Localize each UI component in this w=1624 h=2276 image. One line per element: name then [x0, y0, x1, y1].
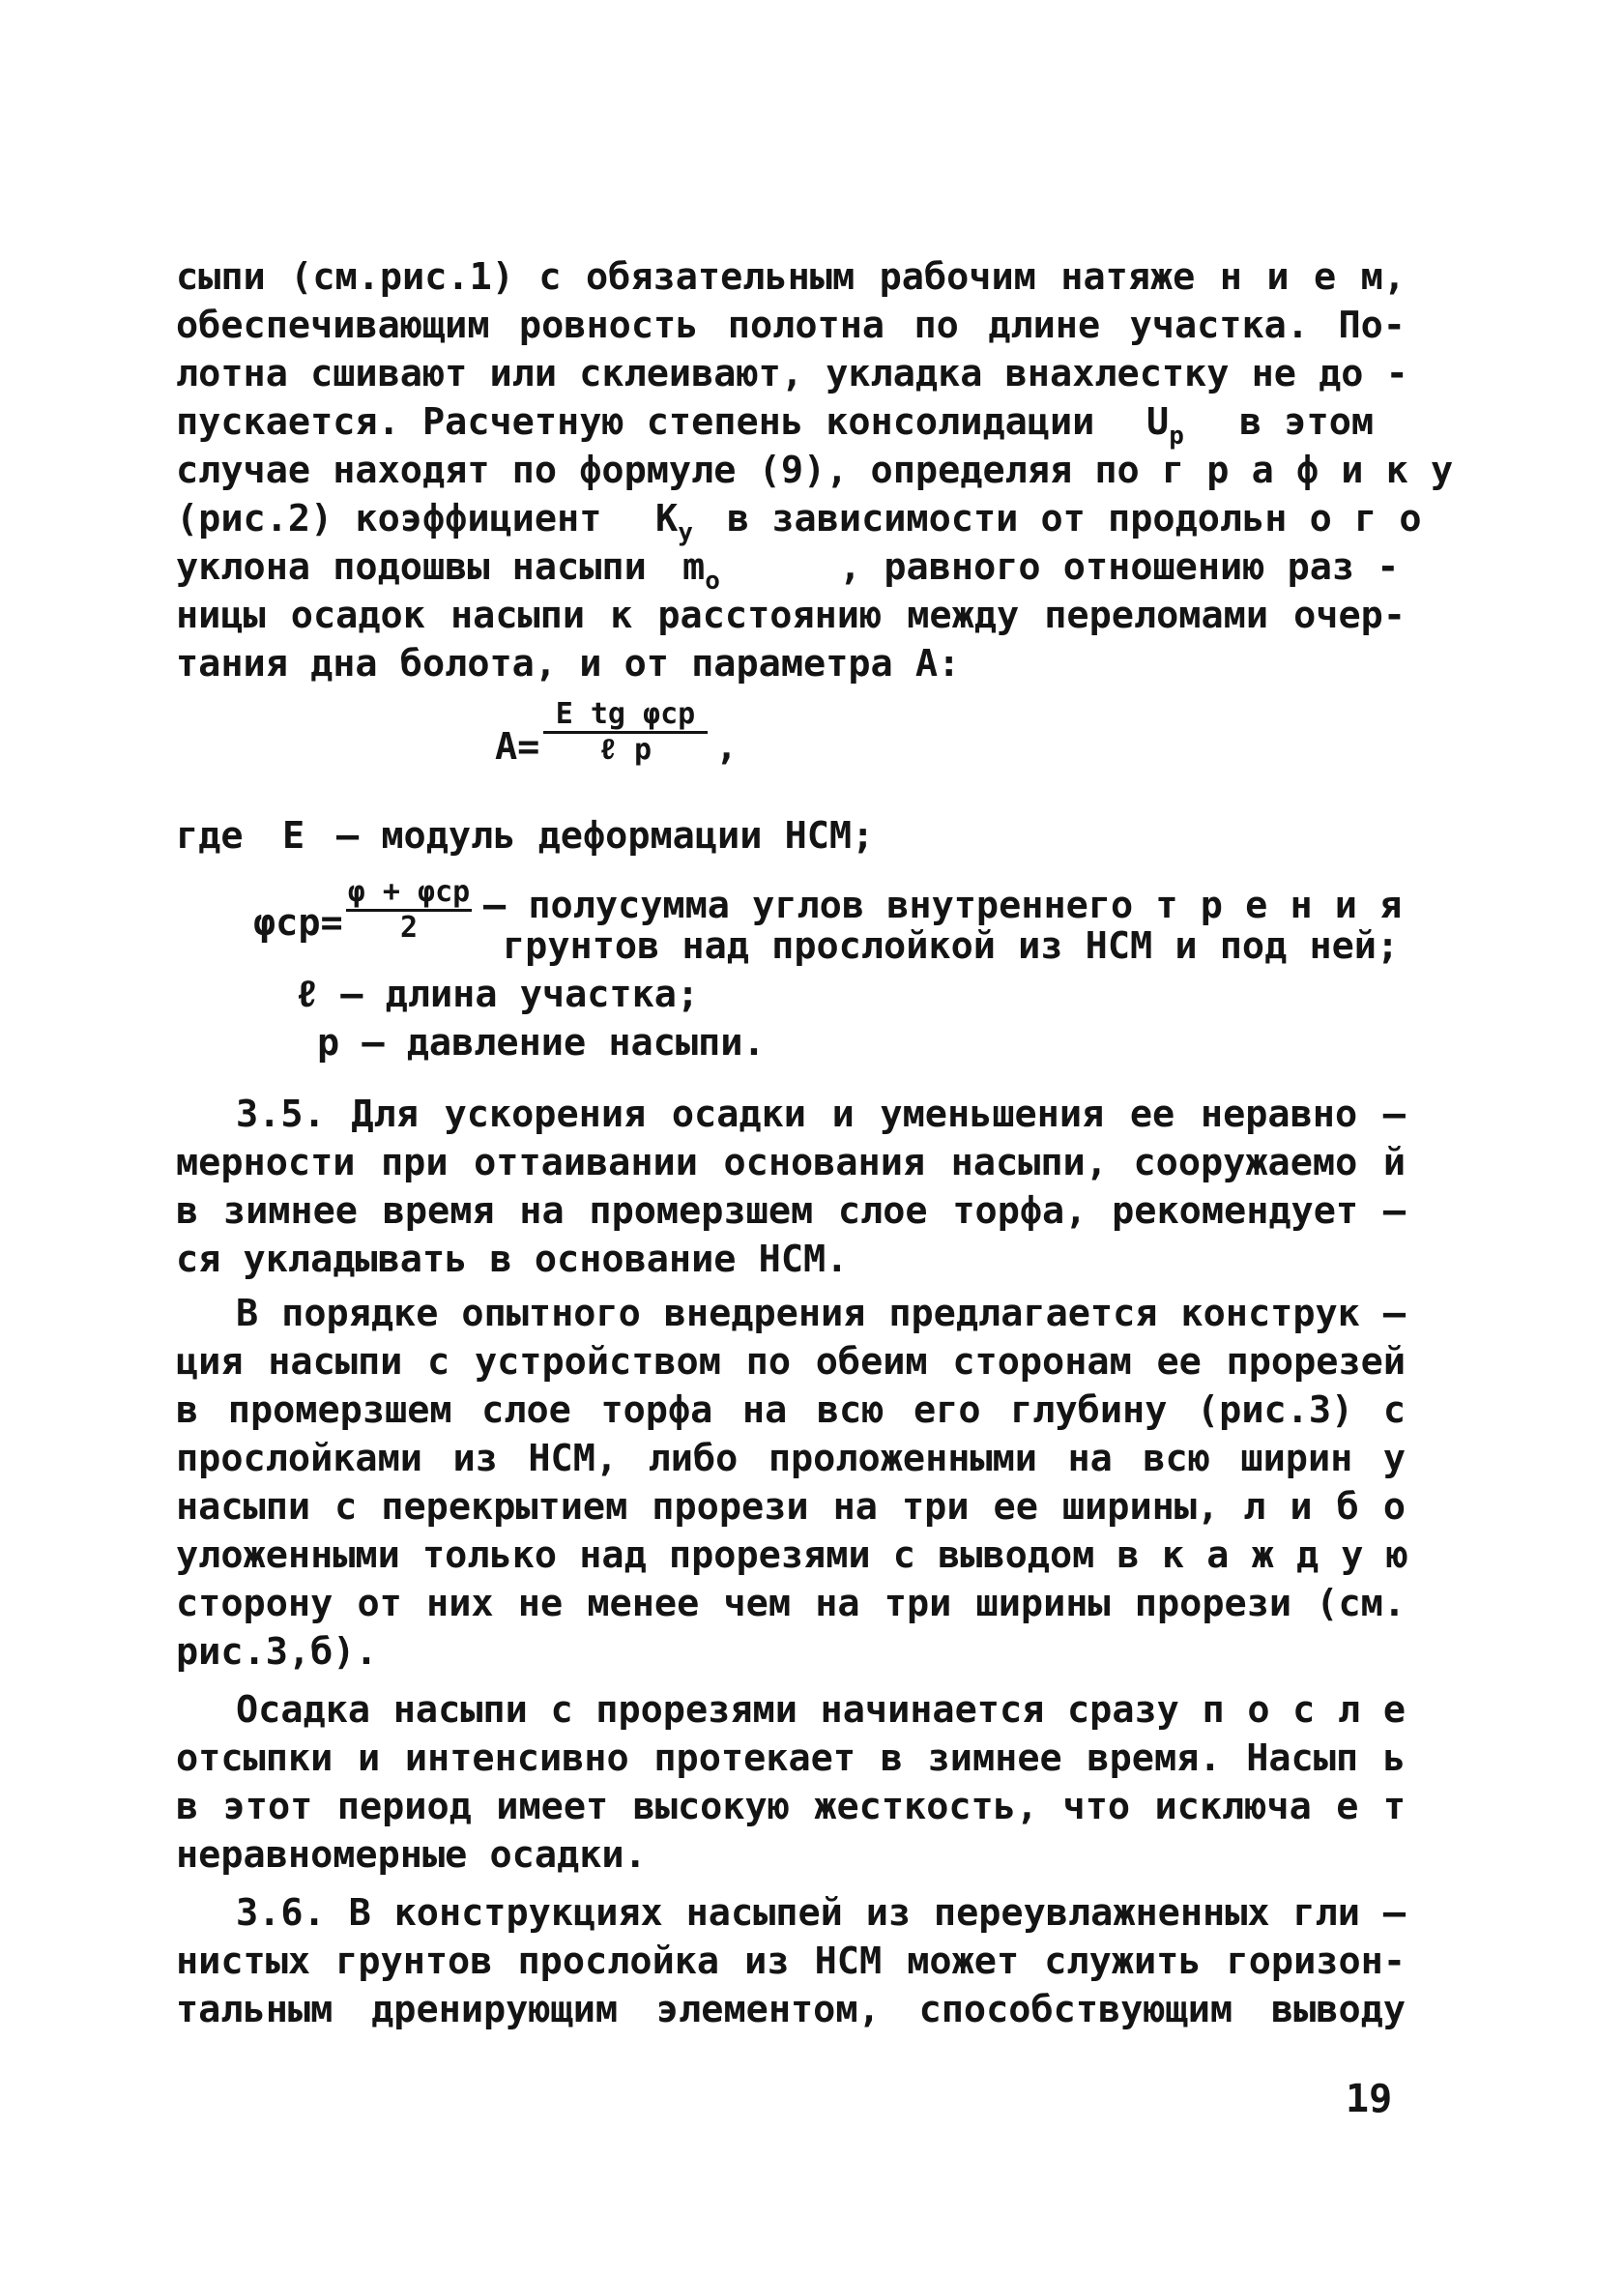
- variable-K: $К_у$: [655, 497, 693, 547]
- text-line: уложенными только над прорезями с выводом в к а ж д у ю: [176, 1533, 1408, 1577]
- text-line: случае находят по формуле (9), определяя по г р а ф и к у: [176, 449, 1454, 492]
- definition-l: ℓ – длина участка;: [296, 973, 700, 1016]
- text-line: отсыпки и интенсивно протекает в зимнее время. Насып ь: [176, 1736, 1406, 1780]
- text-line: прослойками из НСМ, либо проложенными на всю ширин у: [176, 1437, 1406, 1480]
- text-segment: в зависимости от продольн о г о: [727, 497, 1422, 540]
- text-segment: пускается. Расчетную степень консолидации: [176, 400, 1095, 444]
- text-line: тальным дренирующим элементом, способствующим выводу: [176, 1988, 1406, 2031]
- definition-E: – модуль деформации НСМ;: [336, 814, 875, 858]
- variable-m: $m_о$: [682, 545, 720, 596]
- text-line: обеспечивающим ровность полотна по длине участка. По-: [176, 304, 1406, 347]
- page-number: 19: [1346, 2077, 1393, 2121]
- text-line: 3.6. В конструкциях насыпей из переувлажненных гли –: [236, 1891, 1406, 1935]
- text-line: [176, 398, 1406, 447]
- text-line: сыпи (см.рис.1) с обязательным рабочим натяже н и е м,: [176, 255, 1406, 299]
- text-segment: (рис.2) коэффициент: [176, 497, 602, 540]
- text-line: рис.3,б).: [176, 1630, 378, 1674]
- text-segment: уклона подошвы насыпи: [176, 545, 647, 589]
- text-line: В порядке опытного внедрения предлагается конструк –: [236, 1292, 1406, 1335]
- text-line: сторону от них не менее чем на три ширины прорези (см.: [176, 1582, 1406, 1625]
- text-segment: в этом: [1239, 400, 1375, 444]
- definition-phi-line1: – полусумма углов внутреннего т р е н и я: [483, 884, 1403, 927]
- phi-fraction: [346, 876, 472, 945]
- phi-lhs: φср=: [253, 901, 343, 945]
- fraction-denominator: 2: [399, 911, 419, 945]
- text-line: в промерзшем слое торфа на всю его глубину (рис.3) с: [176, 1388, 1406, 1432]
- fraction-numerator: E tg φср: [555, 697, 696, 731]
- text-segment: , равного отношению раз -: [839, 545, 1400, 589]
- text-line: ся укладывать в основание НСМ.: [176, 1238, 849, 1281]
- text-line: Осадка насыпи с прорезями начинается сразу п о с л е: [236, 1688, 1406, 1732]
- symbol-E: Е: [282, 814, 305, 858]
- text-line: ницы осадок насыпи к расстоянию между переломами очер-: [176, 594, 1406, 637]
- formula-fraction: [543, 698, 708, 767]
- fraction-denominator: ℓ р: [598, 733, 652, 767]
- definition-p: р – давление насыпи.: [317, 1021, 766, 1065]
- formula-lhs: А=: [495, 725, 540, 769]
- fraction-numerator: φ + φср: [347, 875, 471, 909]
- definition-phi-line2: грунтов над прослойкой из НСМ и под ней;: [503, 924, 1400, 968]
- text-line: мерности при оттаивании основания насыпи, сооружаемо й: [176, 1141, 1406, 1184]
- text-line: в зимнее время на промерзшем слое торфа, рекомендует –: [176, 1189, 1406, 1233]
- text-line: ция насыпи с устройством по обеим сторонам ее прорезей: [176, 1340, 1406, 1384]
- formula-comma: ,: [715, 725, 739, 769]
- text-line: тания дна болота, и от параметра А:: [176, 642, 961, 686]
- text-line: 3.5. Для ускорения осадки и уменьшения ее неравно –: [236, 1093, 1406, 1136]
- text-line: в этот период имеет высокую жесткость, что исключа е т: [176, 1785, 1406, 1828]
- text-line: лотна сшивают или склеивают, укладка внахлестку не до -: [176, 352, 1408, 395]
- text-line: нистых грунтов прослойка из НСМ может служить горизон-: [176, 1940, 1406, 1983]
- where-label: где: [176, 814, 244, 858]
- variable-U: $U_р$: [1146, 400, 1184, 451]
- text-line: насыпи с перекрытием прорези на три ее ширины, л и б о: [176, 1485, 1406, 1529]
- text-line: неравномерные осадки.: [176, 1833, 647, 1877]
